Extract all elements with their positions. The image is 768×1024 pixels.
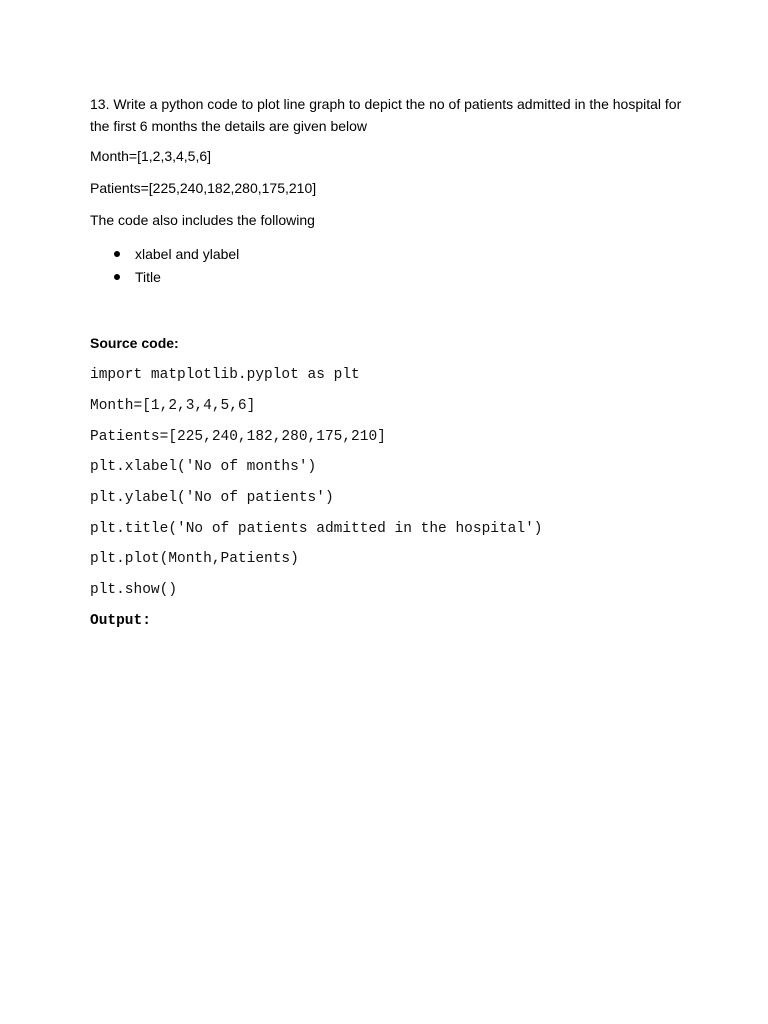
requirement-label: xlabel and ylabel <box>135 246 240 262</box>
source-code-heading: Source code: <box>90 335 179 351</box>
output-heading: Output: <box>90 613 151 629</box>
requirements-list <box>90 245 239 291</box>
code-line: plt.xlabel('No of months') <box>90 459 317 475</box>
code-line: plt.ylabel('No of patients') <box>90 490 334 506</box>
bullet-icon <box>114 274 120 280</box>
includes-intro: The code also includes the following <box>90 212 315 228</box>
bullet-icon <box>114 251 120 257</box>
question-text: 13. Write a python code to plot line graph to depict the no of patients admitted in the hospital for the first 6 months the details are given below <box>90 96 682 134</box>
list-item <box>90 268 239 291</box>
list-item <box>90 245 239 268</box>
requirement-label: Title <box>135 269 161 285</box>
code-line: Month=[1,2,3,4,5,6] <box>90 398 256 414</box>
code-line: Patients=[225,240,182,280,175,210] <box>90 429 386 445</box>
code-line: plt.show() <box>90 582 178 598</box>
code-line: import matplotlib.pyplot as plt <box>90 367 360 383</box>
code-line: plt.plot(Month,Patients) <box>90 551 299 567</box>
month-list: Month=[1,2,3,4,5,6] <box>90 148 212 164</box>
code-line: plt.title('No of patients admitted in the hospital') <box>90 521 543 537</box>
patients-list: Patients=[225,240,182,280,175,210] <box>90 180 317 196</box>
